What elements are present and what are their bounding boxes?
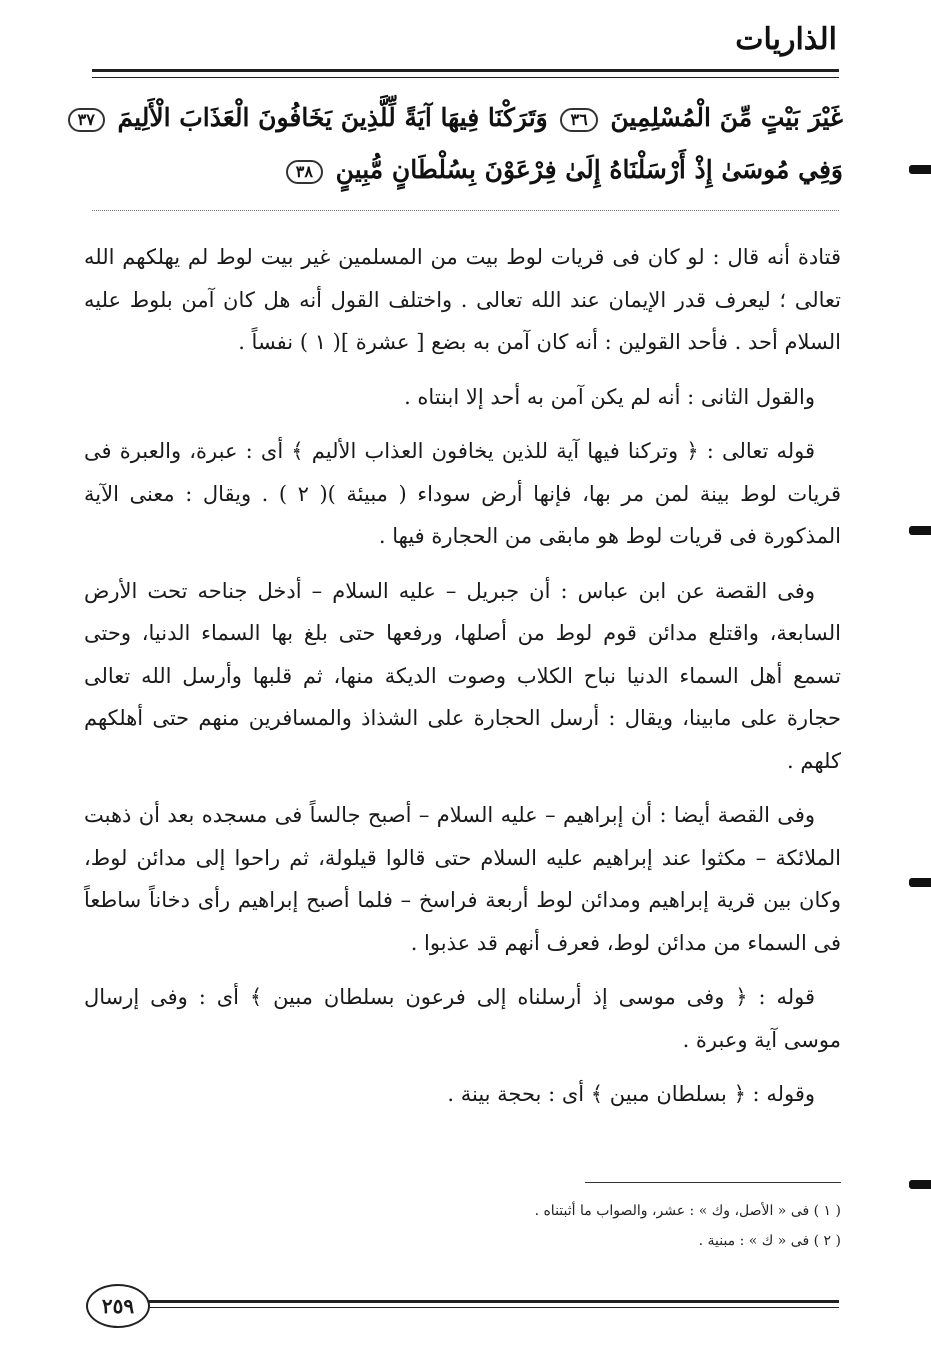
edge-tab-mark: [909, 1180, 931, 1189]
verse-line-2: [84, 144, 843, 196]
quran-verses: [77, 92, 843, 196]
verse-line-1: [77, 92, 843, 144]
ayah-number-marker: ٣٨: [286, 160, 323, 184]
page-number-oval: [86, 1284, 150, 1328]
paragraph: قوله : ﴿ وفى موسى إذ أرسلناه إلى فرعون بسلطان مبين ﴾ أى : وفى إرسال موسى آية وعبرة .: [84, 985, 841, 1052]
paragraph: والقول الثانى : أنه لم يكن آمن به أحد إلا ابنتاه .: [404, 384, 815, 409]
header-rule-thin: [92, 77, 839, 78]
edge-tab-mark: [909, 165, 931, 174]
paragraph: وفى القصة أيضا : أن إبراهيم – عليه السلام – أصبح جالساً فى مسجده بعد أن ذهبت الملائكة – مكثوا عند إبراهيم عليه السلام حتى قالوا قيلولة، ثم راحوا إلى مدائن لوط، وكان بين قرية إبراهيم ومدائن لوط أربعة فراسخ – فلما أصبح إبراهيم رأى دخاناً ساطعاً فى السماء من مدائن لوط، فعرف أنهم قد عذبوا .: [84, 803, 841, 955]
verse-text: وَفِي مُوسَىٰ إِذْ أَرْسَلْنَاهُ إِلَىٰ فِرْعَوْنَ بِسُلْطَانٍ مُّبِينٍ: [335, 155, 843, 184]
footnotes: [84, 1196, 841, 1256]
paragraph: قوله تعالى : ﴿ وتركنا فيها آية للذين يخافون العذاب الأليم ﴾ أى : عبرة، والعبرة فى قريات لوط بينة لمن مر بها، فإنها أرض سوداء ( مبيئة )( ٢ ) . ويقال : معنى الآية المذكورة فى قريات لوط هو مابقى من الحجارة فيها .: [84, 439, 841, 548]
verse-text: وَتَرَكْنَا فِيهَا آيَةً لِّلَّذِينَ يَخَافُونَ الْعَذَابَ الْأَلِيمَ: [117, 103, 548, 132]
footer-rule-thin: [140, 1307, 839, 1308]
surah-title: الذاريات: [735, 22, 837, 57]
ayah-number-marker: ٣٦: [560, 108, 597, 132]
paragraph: وفى القصة عن ابن عباس : أن جبريل – عليه السلام – أدخل جناحه تحت الأرض السابعة، واقتلع مدائن قوم لوط من أصلها، ورفعها حتى بلغ بها السماء الدنيا، وحتى تسمع أهل السماء الدنيا نباح الكلاب وصوت الديكة منها، ثم قلبها وأرسل الله تعالى حجارة على مابينا، ويقال : أرسل الحجارة على الشذاذ والمسافرين منهم حتى أهلكهم كلهم .: [84, 578, 841, 773]
page-number: ٢٥٩: [101, 1294, 135, 1318]
edge-tab-mark: [909, 526, 931, 535]
footnote-rule: [585, 1182, 841, 1183]
edge-tab-mark: [909, 878, 931, 887]
verse-separator: [92, 210, 839, 211]
commentary-text: [84, 236, 841, 1128]
footer-rule-thick: [140, 1300, 839, 1303]
paragraph: وقوله : ﴿ بسلطان مبين ﴾ أى : بحجة بينة .: [447, 1082, 815, 1106]
footnote: ( ٢ ) فى « ك » : مبنية .: [698, 1233, 841, 1249]
header-rule-thick: [92, 69, 839, 72]
footnote: ( ١ ) فى « الأصل، وك » : عشر، والصواب ما أثبتناه .: [534, 1203, 841, 1219]
verse-text: غَيْرَ بَيْتٍ مِّنَ الْمُسْلِمِينَ: [610, 103, 843, 132]
ayah-number-marker: ٣٧: [68, 108, 105, 132]
paragraph: قتادة أنه قال : لو كان فى قريات لوط بيت من المسلمين غير بيت لوط لم يهلكهم الله تعالى ؛ ليعرف قدر الإيمان عند الله تعالى . واختلف القول أنه هل كان آمن بلوط عليه السلام أحد . فأحد القولين : أنه كان آمن به بضع [ عشرة ]( ١ ) نفساً .: [84, 245, 841, 354]
